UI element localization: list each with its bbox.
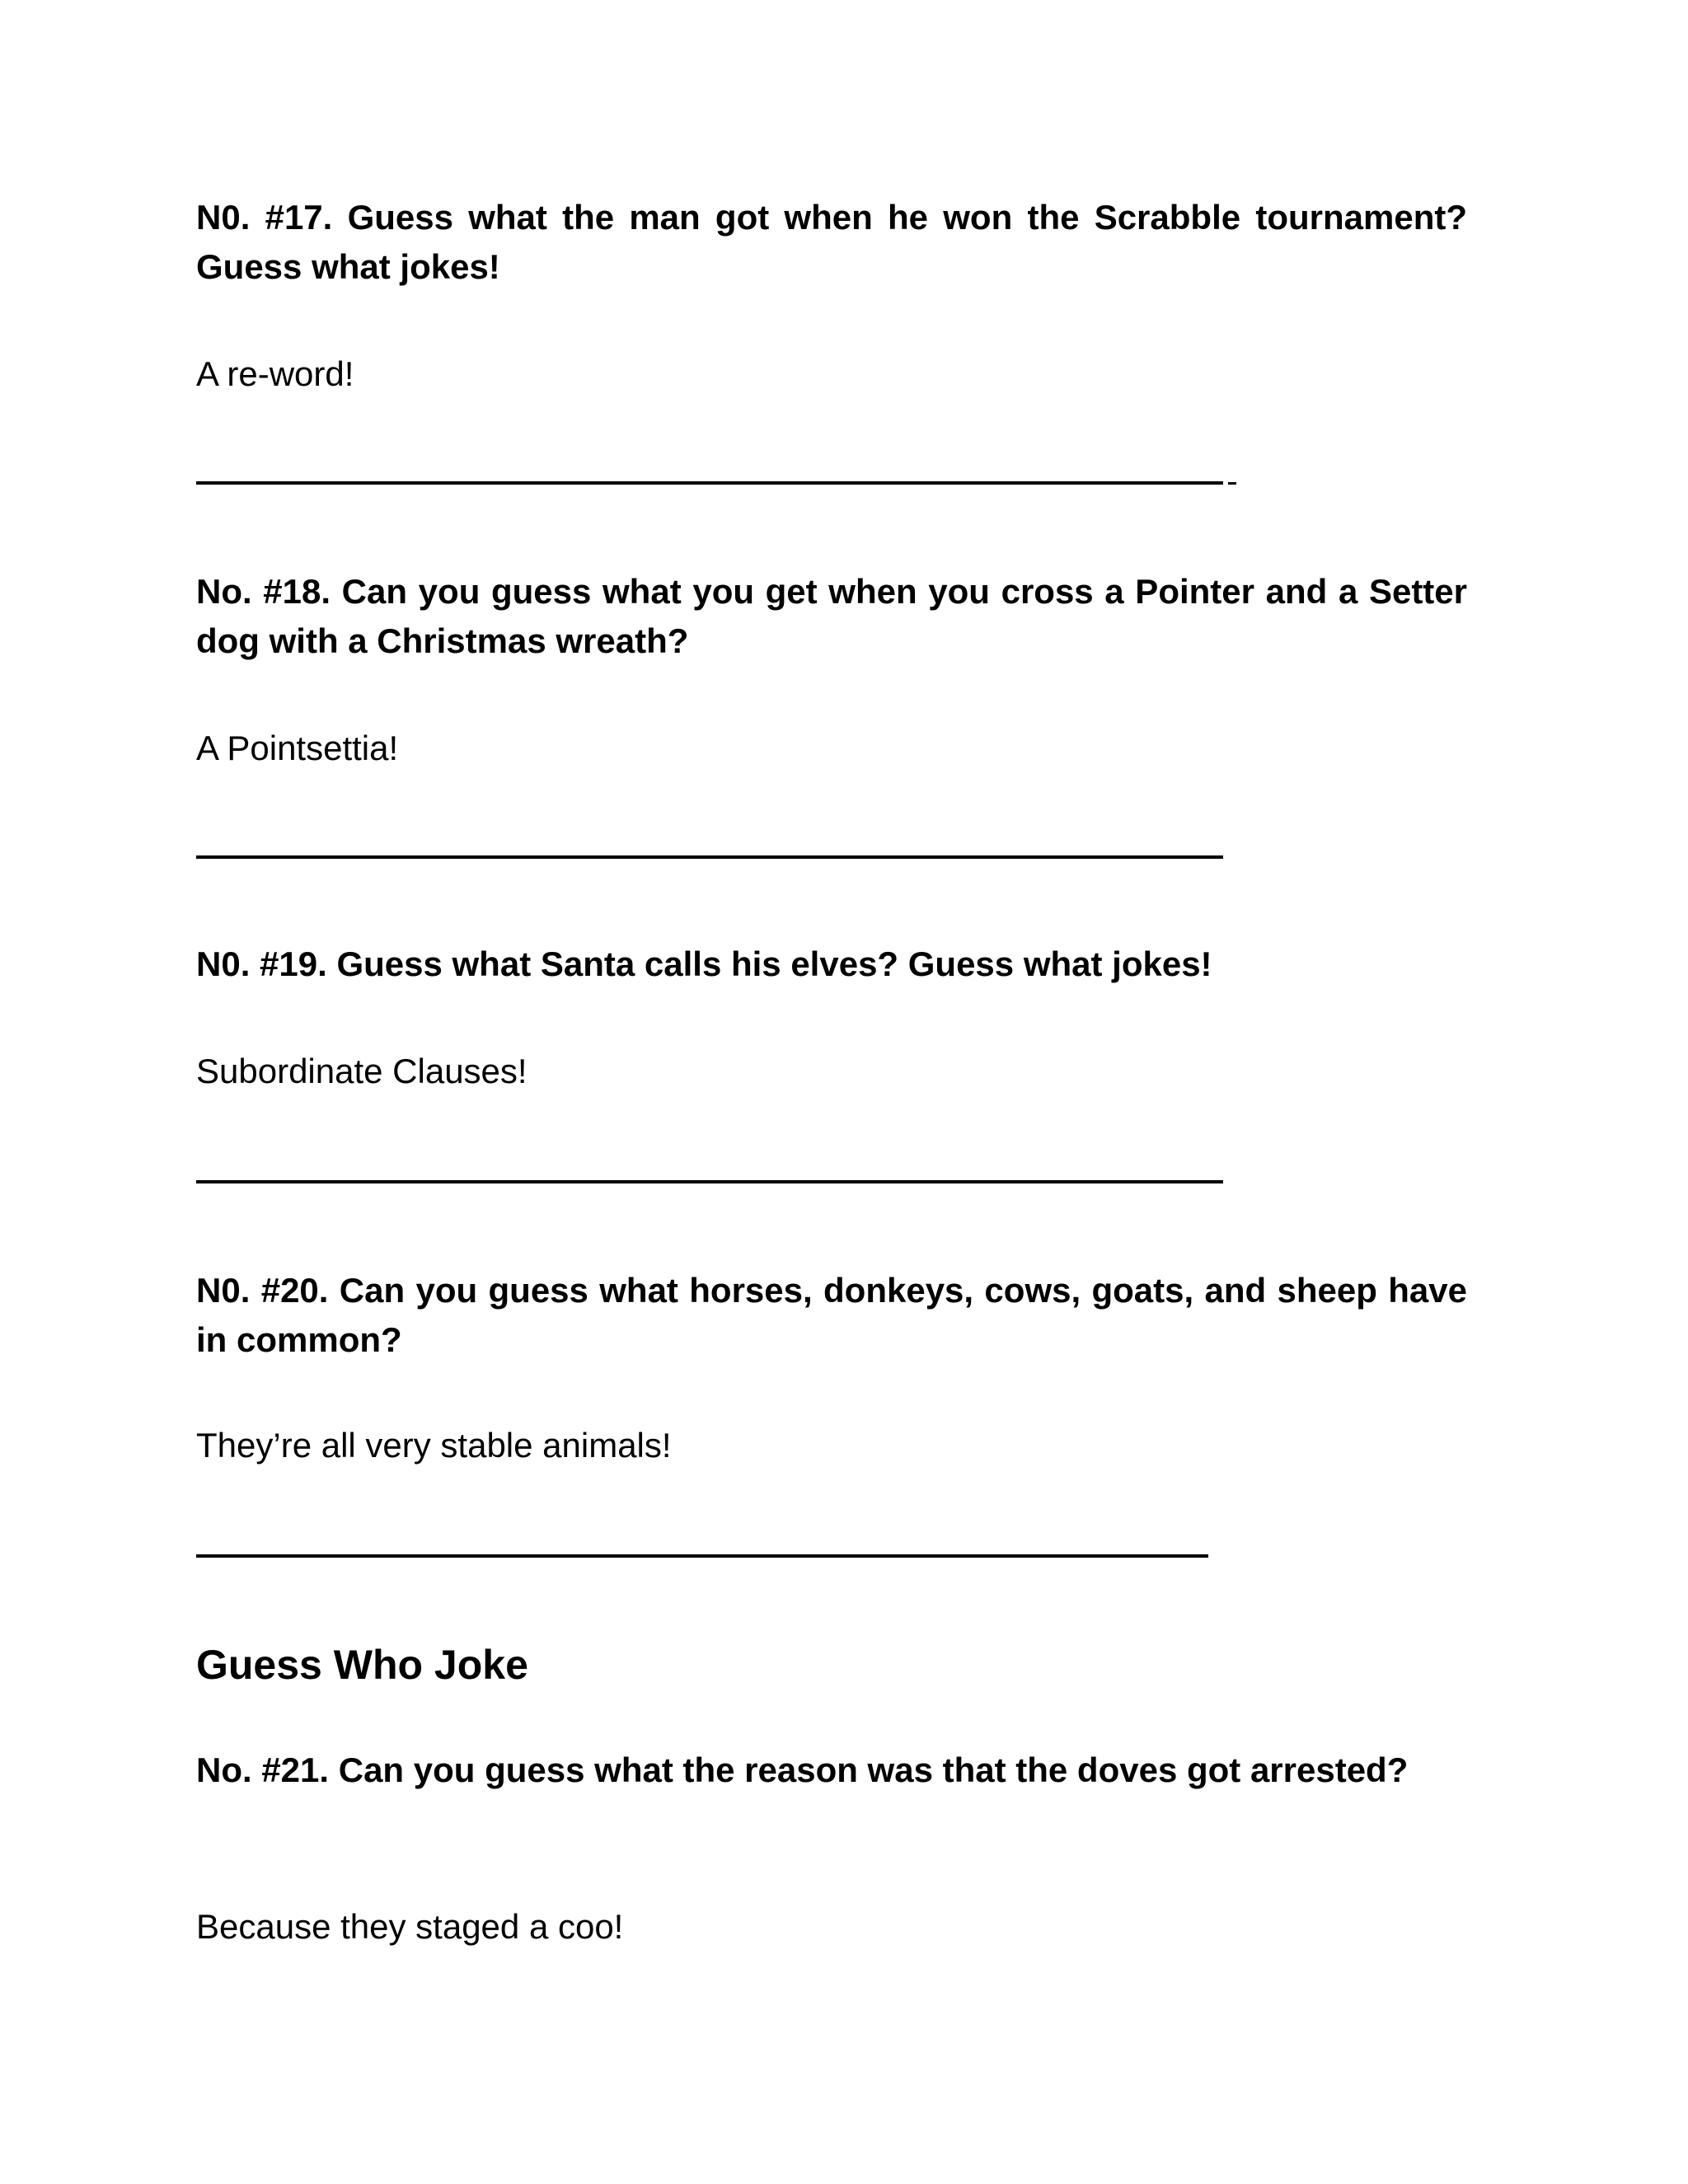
joke-answer-19: Subordinate Clauses!	[196, 1052, 528, 1090]
separator-line	[196, 855, 1223, 859]
separator-line	[196, 1554, 1208, 1558]
joke-answer-21: Because they staged a coo!	[196, 1907, 624, 1946]
section-heading: Guess Who Joke	[196, 1642, 528, 1688]
joke-answer-18: A Pointsettia!	[196, 729, 399, 767]
joke-question-20: N0. #20. Can you guess what horses, donkeys, cows, goats, and sheep have in common?	[196, 1271, 1467, 1359]
joke-question-18: No. #18. Can you guess what you get when you cross a Pointer and a Setter dog with a Christmas wreath?	[196, 572, 1467, 660]
joke-question-17: N0. #17. Guess what the man got when he won the Scrabble tournament? Guess what jokes!	[196, 198, 1467, 286]
separator-line	[196, 1180, 1223, 1183]
separator-line	[196, 481, 1223, 485]
joke-answer-20: They’re all very stable animals!	[196, 1426, 672, 1465]
joke-question-19: N0. #19. Guess what Santa calls his elves? Guess what jokes!	[196, 944, 1212, 983]
joke-answer-17: A re-word!	[196, 354, 354, 393]
joke-question-21: No. #21. Can you guess what the reason was that the doves got arrested?	[196, 1750, 1409, 1789]
separator-line-tail	[1228, 482, 1236, 485]
